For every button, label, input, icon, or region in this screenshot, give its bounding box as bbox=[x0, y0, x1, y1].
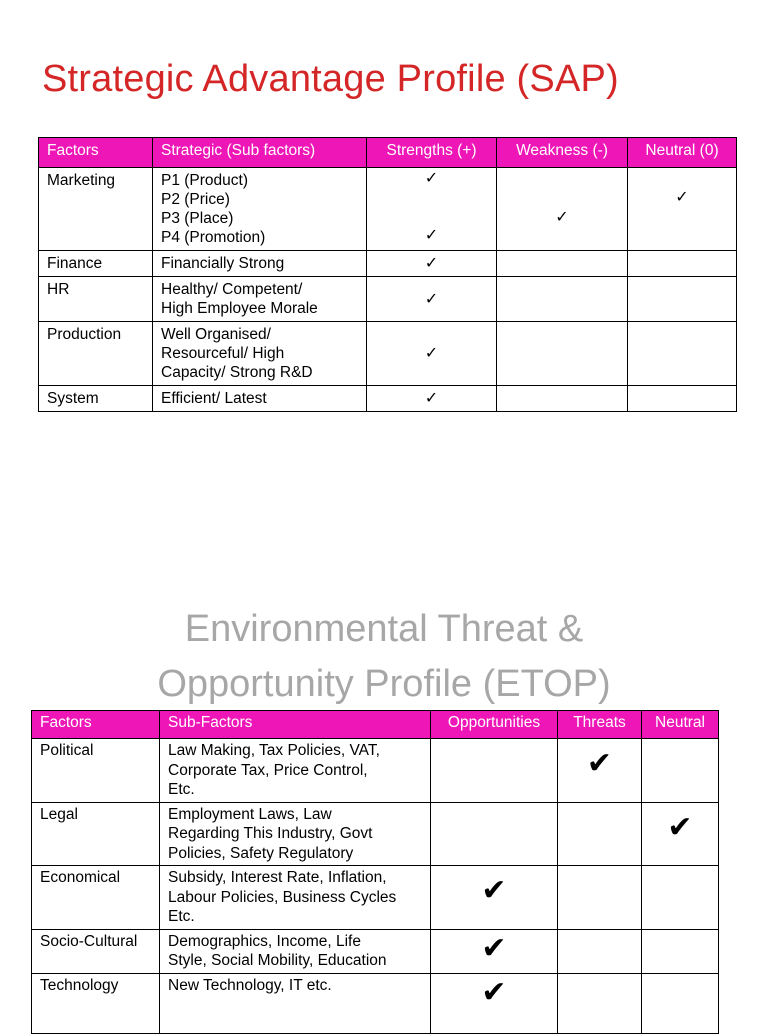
strengths-cell bbox=[367, 277, 497, 322]
check-icon: ✓ bbox=[424, 227, 439, 244]
etop-header-threats: Threats bbox=[558, 711, 642, 739]
factor-cell: Legal bbox=[32, 802, 160, 866]
opportunities-cell bbox=[431, 802, 558, 866]
subfactor-line: Labour Policies, Business Cycles bbox=[168, 888, 397, 906]
subfactor-line: P4 (Promotion) bbox=[161, 229, 266, 246]
sap-header-weakness: Weakness (-) bbox=[497, 138, 628, 168]
subfactor-line: Healthy/ Competent/ bbox=[161, 281, 303, 298]
subfactor-line: Policies, Safety Regulatory bbox=[168, 844, 354, 862]
etop-table bbox=[31, 710, 719, 1034]
threats-cell bbox=[558, 739, 642, 803]
subfactor-line: Demographics, Income, Life bbox=[168, 932, 361, 950]
etop-header-factors: Factors bbox=[32, 711, 160, 739]
subfactor-line: Corporate Tax, Price Control, bbox=[168, 761, 368, 779]
table-row bbox=[39, 168, 737, 251]
factor-cell: Production bbox=[39, 322, 153, 386]
opportunities-cell bbox=[431, 739, 558, 803]
table-row bbox=[39, 322, 737, 386]
neutral-cell bbox=[628, 251, 737, 277]
subfactor-line: Regarding This Industry, Govt bbox=[168, 825, 373, 842]
threats-cell bbox=[558, 866, 642, 930]
check-icon: ✔ bbox=[481, 874, 507, 907]
weakness-cell bbox=[497, 386, 628, 412]
table-row bbox=[39, 386, 737, 412]
subfactor-cell: Financially Strong bbox=[153, 251, 367, 277]
check-icon: ✔ bbox=[481, 975, 507, 1009]
factor-cell: Marketing bbox=[39, 168, 153, 251]
subfactor-line: Etc. bbox=[168, 908, 195, 925]
table-row bbox=[32, 802, 719, 866]
sap-header-neutral: Neutral (0) bbox=[628, 138, 737, 168]
opportunities-cell bbox=[431, 929, 558, 973]
factor-cell: HR bbox=[39, 277, 153, 322]
etop-header-opportunities: Opportunities bbox=[431, 711, 558, 739]
subfactor-cell bbox=[160, 739, 431, 803]
weakness-cell bbox=[497, 168, 628, 251]
subfactor-line: P1 (Product) bbox=[161, 172, 249, 189]
subfactor-line: High Employee Morale bbox=[161, 300, 318, 317]
factor-cell: Finance bbox=[39, 251, 153, 277]
subfactor-cell bbox=[160, 866, 431, 930]
neutral-cell bbox=[642, 739, 719, 803]
weakness-cell bbox=[497, 277, 628, 322]
check-icon: ✔ bbox=[586, 747, 613, 780]
strengths-cell bbox=[367, 386, 497, 412]
check-icon: ✓ bbox=[424, 255, 439, 272]
factor-cell: Socio-Cultural bbox=[32, 929, 160, 973]
table-row bbox=[32, 973, 719, 1033]
factor-cell: Technology bbox=[32, 973, 160, 1033]
neutral-cell bbox=[642, 973, 719, 1033]
etop-title bbox=[0, 602, 768, 712]
sap-table bbox=[38, 137, 737, 412]
table-row bbox=[39, 277, 737, 322]
subfactor-line: Well Organised/ bbox=[161, 326, 271, 343]
check-icon: ✓ bbox=[424, 170, 439, 187]
subfactor-line: Subsidy, Interest Rate, Inflation, bbox=[168, 869, 387, 886]
subfactor-line: Capacity/ Strong R&D bbox=[161, 364, 313, 381]
neutral-cell bbox=[628, 386, 737, 412]
table-row bbox=[32, 739, 719, 803]
check-icon: ✓ bbox=[555, 209, 569, 226]
subfactor-line: P3 (Place) bbox=[161, 210, 234, 227]
etop-header-neutral: Neutral bbox=[642, 711, 719, 739]
threats-cell bbox=[558, 929, 642, 973]
check-icon: ✓ bbox=[424, 345, 439, 362]
subfactor-cell bbox=[160, 929, 431, 973]
check-icon: ✓ bbox=[424, 290, 439, 308]
sap-header-row bbox=[39, 138, 737, 168]
factor-cell: Economical bbox=[32, 866, 160, 930]
neutral-cell bbox=[628, 322, 737, 386]
opportunities-cell bbox=[431, 866, 558, 930]
subfactor-cell bbox=[153, 277, 367, 322]
weakness-cell bbox=[497, 251, 628, 277]
strengths-cell bbox=[367, 322, 497, 386]
neutral-cell bbox=[628, 277, 737, 322]
threats-cell bbox=[558, 973, 642, 1033]
opportunities-cell bbox=[431, 973, 558, 1033]
subfactor-line: P2 (Price) bbox=[161, 191, 230, 208]
check-icon: ✔ bbox=[481, 931, 507, 965]
sap-header-strengths: Strengths (+) bbox=[367, 138, 497, 168]
table-row bbox=[39, 251, 737, 277]
sap-header-subfactors: Strategic (Sub factors) bbox=[153, 138, 367, 168]
subfactor-line: Employment Laws, Law bbox=[168, 805, 332, 823]
threats-cell bbox=[558, 802, 642, 866]
subfactor-cell: Efficient/ Latest bbox=[153, 386, 367, 412]
sap-title: Strategic Advantage Profile (SAP) bbox=[42, 58, 619, 100]
table-row bbox=[32, 929, 719, 973]
subfactor-line: Law Making, Tax Policies, VAT, bbox=[168, 742, 380, 759]
subfactor-line: Style, Social Mobility, Education bbox=[168, 952, 387, 969]
neutral-cell bbox=[642, 866, 719, 930]
check-icon: ✓ bbox=[424, 390, 439, 407]
strengths-cell bbox=[367, 168, 497, 251]
etop-header-row bbox=[32, 711, 719, 739]
neutral-cell bbox=[628, 168, 737, 251]
subfactor-line: Resourceful/ High bbox=[161, 345, 285, 362]
check-icon: ✓ bbox=[675, 189, 689, 206]
factor-cell: System bbox=[39, 386, 153, 412]
strengths-cell bbox=[367, 251, 497, 277]
table-row bbox=[32, 866, 719, 930]
etop-header-subfactors: Sub-Factors bbox=[160, 711, 431, 739]
factor-cell: Political bbox=[32, 739, 160, 803]
etop-title-line: Opportunity Profile (ETOP) bbox=[157, 663, 611, 705]
neutral-cell bbox=[642, 802, 719, 866]
neutral-cell bbox=[642, 929, 719, 973]
subfactor-cell bbox=[153, 322, 367, 386]
sap-header-factors: Factors bbox=[39, 138, 153, 168]
etop-title-line: Environmental Threat & bbox=[184, 608, 584, 650]
subfactor-cell bbox=[160, 802, 431, 866]
weakness-cell bbox=[497, 322, 628, 386]
subfactor-cell: New Technology, IT etc. bbox=[160, 973, 431, 1033]
subfactor-cell bbox=[153, 168, 367, 251]
subfactor-line: Etc. bbox=[168, 781, 195, 798]
check-icon: ✔ bbox=[667, 810, 693, 844]
